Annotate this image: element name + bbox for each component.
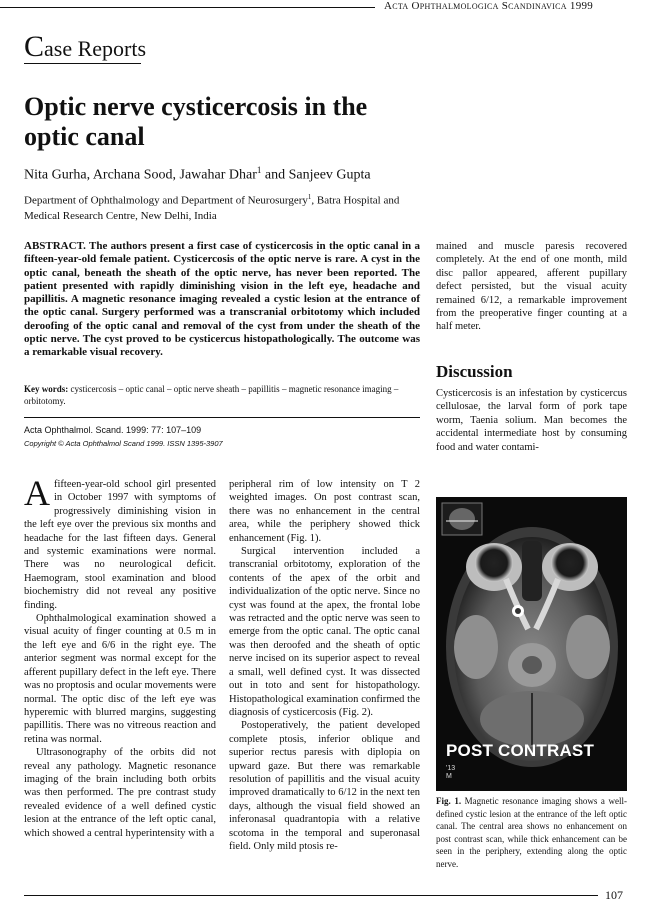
abstract-divider bbox=[24, 417, 420, 418]
figure-caption-text: Magnetic resonance imaging shows a well-defined cystic lesion at the entrance of the left optic canal. The central area shows no enhancement on post contrast scan, while thick enhancement can be seen in the periphery, extending along the optic nerve. bbox=[436, 796, 627, 869]
body-paragraph-6: Postoperatively, the patient developed complete ptosis, inferior oblique and superior rectus paresis with diplopia on upward gaze. But there was remarkable resolution of papillitis and the visual acuity improved dramatically to 6/12 in the next ten days, although the visual field showed an inferonasal quadrantopia with a relative scotoma in the temporal and superonasal field. Only mild ptosis re- bbox=[229, 720, 420, 852]
body-paragraph-1-text: fifteen-year-old school girl presented in October 1997 with symptoms of progressively diminishing vision in the left eye over the previous six months and headache for the last fifteen days. General and systemic examinations were normal. There was no neurological deficit. Haemogram, stool examination and blood biochemistry did not reveal any positive finding. bbox=[24, 479, 216, 611]
discussion-paragraph-1: Cysticercosis is an infestation by cysticercus cellulosae, the larval form of pork tape worm, Taenia solium. Man becomes the accidental intermediate host by consuming food and water contami- bbox=[436, 388, 627, 453]
citation: Acta Ophthalmol. Scand. 1999: 77: 107–109 bbox=[24, 425, 202, 435]
mri-overlay-label: POST CONTRAST bbox=[446, 741, 595, 760]
body-paragraph-2: Ophthalmological examination showed a visual acuity of finger counting at 0.5 m in the left eye and 6/6 in the right eye. The anterior segment was normal except for the afferent pupillary defect in the left eye. There was no proptosis and ocular movements were normal. The optic disc of the left eye was hyperemic with blurred margins, suggesting papillitis. There was no vitreous reaction and retina was normal. bbox=[24, 613, 216, 745]
author-list bbox=[24, 165, 371, 184]
body-paragraph-7: mained and muscle paresis recovered completely. At the end of one month, mild disc pallor appeared, afferent pupillary defect persisted, but the visual acuity remained 6/12, a remarkable improvement from the preoperative finger counting at a half meter. bbox=[436, 241, 627, 333]
discussion-column bbox=[436, 387, 627, 454]
running-head-rule bbox=[0, 7, 375, 8]
section-label-rest: ase Reports bbox=[44, 36, 147, 61]
mri-figure bbox=[436, 497, 627, 791]
keywords-text: cysticercosis – optic canal – optic nerve sheath – papillitis – magnetic resonance imaging – orbitotomy. bbox=[24, 384, 399, 406]
drop-cap: A bbox=[24, 473, 50, 513]
body-column-left bbox=[24, 473, 216, 840]
mri-marker-line-1: '13 bbox=[446, 765, 456, 772]
running-head bbox=[0, 0, 650, 14]
author-superscript: 1 bbox=[256, 165, 262, 175]
body-column-right bbox=[436, 240, 627, 334]
section-label-underline bbox=[24, 63, 141, 64]
discussion-heading: Discussion bbox=[436, 362, 513, 381]
affiliation-part2: , Batra Hospital and Medical Research Centre, New Delhi, India bbox=[24, 194, 400, 222]
article-title: Optic nerve cysticercosis in the optic canal bbox=[24, 92, 368, 151]
keywords-label: Key words: bbox=[24, 384, 69, 394]
body-paragraph-3: Ultrasonography of the orbits did not reveal any pathology. Magnetic resonance imaging of the brain including both orbits was then performed. The pre contrast study revealed evidence of a well defined cystic lesion at the entrance of the left optic canal, which showed a central hyperintensity with a bbox=[24, 747, 216, 839]
body-paragraph-1 bbox=[24, 473, 216, 612]
copyright: Copyright © Acta Ophthalmol Scand 1999. ISSN 1395-3907 bbox=[24, 439, 223, 448]
body-column-middle bbox=[229, 478, 420, 853]
figure-caption bbox=[436, 795, 627, 870]
abstract: ABSTRACT. The authors present a first case of cysticercosis in the optic canal in a fifteen-year-old female patient. Cysticercosis of the optic nerve is rare. A cyst in the optic canal, beneath the sheath of the optic nerve, has never been reported. The patient presented with rapidly diminishing vision in the left eye, headache and papillitis. A magnetic resonance imaging revealed a cystic lesion at the entrance of the optic canal. Surgery performed was a transcranial orbitotomy which included deroofing of the optic canal and removal of the cyst from under the sheath of the optic nerve. The cyst proved to be cysticercus histopathologically. The outcome was a remarkable visual recovery. bbox=[24, 240, 420, 359]
body-paragraph-5: Surgical intervention included a transcranial orbitotomy, exploration of the contents of the apex of the orbit and individualization of the optic nerve. Since no cyst was found at the apex, the frontal lobe was retracted and the optic nerve was seen to emerge from the optic canal. The optic canal was then deroofed and the sheath of optic nerve incised on its superior aspect to reveal a small, well defined cyst. It was dissected out in toto and sent for histopathology. Histopathological examination confirmed the diagnosis of cysticercosis (Fig. 2). bbox=[229, 546, 420, 718]
figure-caption-label: Fig. 1. bbox=[436, 796, 462, 806]
affiliation bbox=[24, 190, 404, 224]
affiliation-superscript: 1 bbox=[307, 193, 312, 201]
mri-marker-line-2: M bbox=[446, 773, 452, 780]
journal-name: Acta Ophthalmologica Scandinavica 1999 bbox=[384, 0, 594, 12]
section-label bbox=[24, 30, 146, 64]
affiliation-part1: Department of Ophthalmology and Department of Neurosurgery bbox=[24, 194, 308, 207]
keywords bbox=[24, 383, 420, 407]
section-label-initial: C bbox=[24, 30, 45, 63]
body-paragraph-4: peripheral rim of low intensity on T 2 weighted images. On post contrast scan, there was no enhancement in the central area, while the periphery showed thick enhancement (Fig. 1). bbox=[229, 479, 420, 544]
footer-rule bbox=[24, 895, 598, 896]
author-names: Nita Gurha, Archana Sood, Jawahar Dhar bbox=[24, 167, 257, 183]
page-number: 107 bbox=[605, 888, 623, 902]
author-last: and Sanjeev Gupta bbox=[261, 167, 371, 183]
mri-marker bbox=[446, 765, 455, 781]
